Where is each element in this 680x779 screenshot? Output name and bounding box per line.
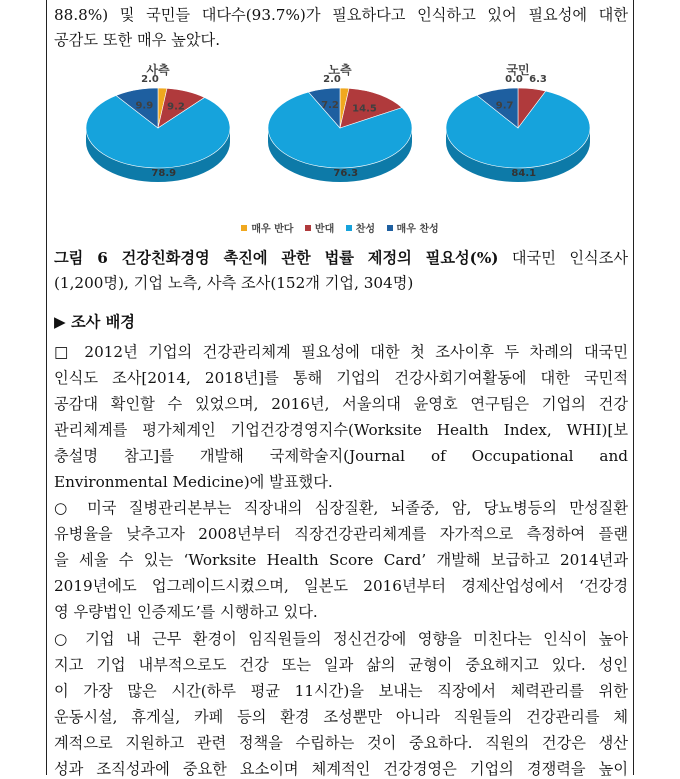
data-label-oppose: 6.3 bbox=[529, 74, 547, 85]
chart-legend bbox=[0, 220, 680, 235]
data-label-very-oppose: 0.0 bbox=[505, 74, 523, 85]
paragraph-line: □ 2012년 기업의 건강관리체계 필요성에 대한 첫 조사이후 두 차례의 대국민 bbox=[54, 343, 628, 361]
figure-caption bbox=[54, 248, 628, 268]
data-label-oppose: 9.2 bbox=[167, 101, 185, 113]
legend-item-oppose bbox=[305, 220, 334, 235]
paragraph-line: 유병율을 낮추고자 2008년부터 직장건강관리체계를 자가적으로 측정하여 플랜 bbox=[54, 525, 628, 543]
data-label-strongly-agree: 7.2 bbox=[321, 99, 339, 111]
legend-item-agree bbox=[346, 220, 375, 235]
data-label-very-oppose: 2.0 bbox=[323, 74, 341, 85]
chart-title: 국민 bbox=[506, 63, 530, 77]
data-label-very-oppose: 2.0 bbox=[141, 74, 159, 85]
paragraph-line: 공감대 확인할 수 있었으며, 2016년, 서울의대 윤영호 연구팀은 기업의 건강 bbox=[54, 395, 628, 413]
paragraph-line: 충설명 참고]를 개발해 국제학술지(Journal of Occupational and bbox=[54, 447, 628, 465]
chart-title: 사측 bbox=[146, 63, 170, 77]
data-label-agree: 76.3 bbox=[333, 168, 359, 179]
data-label-oppose: 14.5 bbox=[352, 103, 377, 115]
pie-charts bbox=[70, 58, 610, 233]
caption-text: 대국민 인식조사 bbox=[498, 249, 628, 267]
intro-text-line-1: 88.8%) 및 국민들 대다수(93.7%)가 필요하다고 인식하고 있어 필요성에 대한 bbox=[54, 6, 628, 24]
paragraph-line: Environmental Medicine)에 발표했다. bbox=[54, 473, 333, 491]
paragraph-line: ○ 미국 질병관리본부는 직장내의 심장질환, 뇌졸중, 암, 당뇨병등의 만성질환 bbox=[54, 499, 628, 517]
paragraph-line: 관리체계를 평가체계인 기업건강경영지수(Worksite Health Index, WHI)[보 bbox=[54, 421, 628, 439]
paragraph-line: 이 가장 많은 시간(하루 평균 11시간)을 보내는 직장에서 체력관리를 위한 bbox=[54, 682, 628, 700]
paragraph-line: 영 우량법인 인증제도’를 시행하고 있다. bbox=[54, 603, 318, 621]
legend-label: 반대 bbox=[314, 224, 335, 235]
legend-swatch bbox=[387, 225, 393, 231]
data-label-strongly-agree: 9.7 bbox=[495, 100, 514, 112]
legend-label: 찬성 bbox=[355, 224, 376, 235]
caption-line-2: (1,200명), 기업 노측, 사측 조사(152개 기업, 304명) bbox=[54, 274, 414, 292]
legend-label: 매우 반다 bbox=[251, 224, 294, 235]
legend-item-strongly-agree bbox=[387, 220, 439, 235]
legend-swatch bbox=[241, 225, 247, 231]
legend-swatch bbox=[346, 225, 352, 231]
paragraph-line: 2019년에도 업그레이드시켰으며, 일본도 2016년부터 경제산업성에서 ‘건강경 bbox=[54, 577, 628, 595]
chart-title: 노측 bbox=[328, 63, 352, 77]
legend-swatch bbox=[305, 225, 311, 231]
paragraph-line: 운동시설, 휴게실, 카페 등의 환경 조성뿐만 아니라 직원들의 건강관리를 체 bbox=[54, 708, 628, 726]
paragraph-line: 을 세울 수 있는 ‘Worksite Health Score Card’ 개발해 보급하고 2014년과 bbox=[54, 551, 628, 569]
paragraph-line: ○ 기업 내 근무 환경이 임직원들의 정신건강에 영향을 미친다는 인식이 높아 bbox=[54, 630, 628, 648]
paragraph-line: 지고 기업 내부적으로도 건강 또는 일과 삶의 균형이 중요해지고 있다. 성인 bbox=[54, 656, 628, 674]
data-label-agree: 78.9 bbox=[151, 168, 177, 179]
legend-label: 매우 찬성 bbox=[396, 224, 439, 235]
paragraph-line: 성과 조직성과에 중요한 요소이며 체계적인 건강경영은 기업의 경쟁력을 높이 bbox=[54, 760, 628, 778]
data-label-strongly-agree: 9.9 bbox=[135, 100, 154, 112]
section-heading: ▶ 조사 배경 bbox=[54, 313, 135, 331]
data-label-agree: 84.1 bbox=[511, 168, 537, 179]
legend-item-very-oppose bbox=[241, 220, 293, 235]
caption-title: 그림 6 건강친화경영 촉진에 관한 법률 제정의 필요성(%) bbox=[54, 249, 499, 267]
paragraph-line: 계적으로 지원하고 관련 정책을 수립하는 것이 중요하다. 직원의 건강은 생산 bbox=[54, 734, 628, 752]
paragraph-line: 인식도 조사[2014, 2018년]를 통해 기업의 건강사회기여활동에 대한 국민적 bbox=[54, 369, 628, 387]
intro-text-line-2: 공감도 또한 매우 높았다. bbox=[54, 31, 221, 49]
